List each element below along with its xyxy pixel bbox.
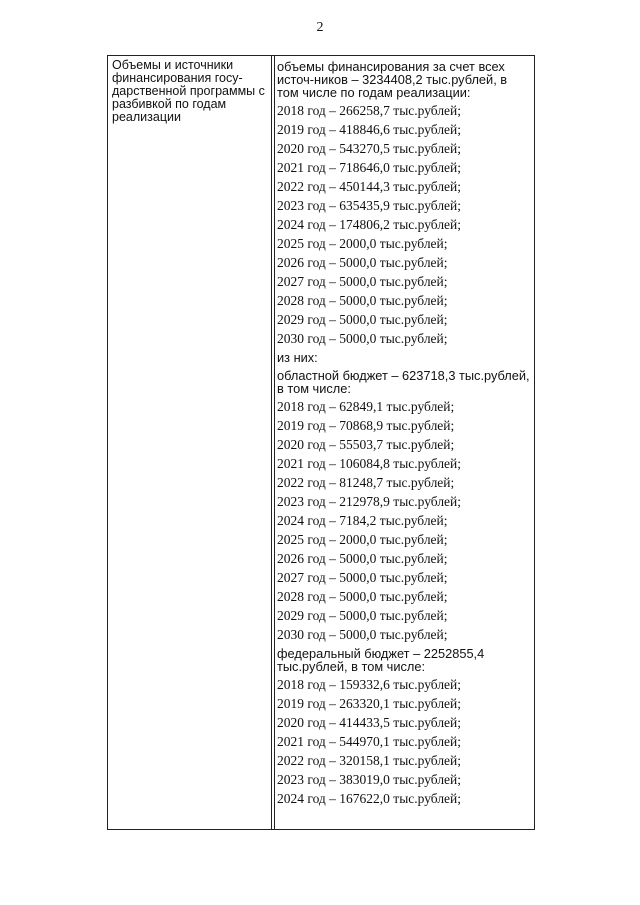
regional-year-2026: 2026 год – 5000,0 тыс.рублей; [277, 551, 448, 566]
total-year-2020: 2020 год – 543270,5 тыс.рублей; [277, 141, 462, 156]
regional-year-2029: 2029 год – 5000,0 тыс.рублей; [277, 608, 448, 623]
regional-year-2021: 2021 год – 106084,8 тыс.рублей; [277, 456, 462, 471]
column-divider-inner [274, 56, 275, 829]
federal-budget-years [277, 676, 532, 809]
total-year-2021: 2021 год – 718646,0 тыс.рублей; [277, 160, 462, 175]
regional-year-2027: 2027 год – 5000,0 тыс.рублей; [277, 570, 448, 585]
total-year-2022: 2022 год – 450144,3 тыс.рублей; [277, 179, 462, 194]
regional-year-2019: 2019 год – 70868,9 тыс.рублей; [277, 418, 455, 433]
total-year-2025: 2025 год – 2000,0 тыс.рублей; [277, 236, 448, 251]
federal-year-2019: 2019 год – 263320,1 тыс.рублей; [277, 696, 462, 711]
funding-sources-label: Объемы и источники финансирования госу-дарственной программы с разбивкой по годам реализации [112, 58, 265, 124]
total-year-2027: 2027 год – 5000,0 тыс.рублей; [277, 274, 448, 289]
of-them-label: из них: [277, 350, 318, 365]
federal-budget-intro: федеральный бюджет – 2252855,4 тыс.рублей, в том числе: [277, 646, 485, 674]
total-year-2019: 2019 год – 418846,6 тыс.рублей; [277, 122, 462, 137]
total-year-2030: 2030 год – 5000,0 тыс.рублей; [277, 331, 448, 346]
regional-year-2018: 2018 год – 62849,1 тыс.рублей; [277, 399, 455, 414]
total-year-2018: 2018 год – 266258,7 тыс.рублей; [277, 103, 462, 118]
regional-year-2020: 2020 год – 55503,7 тыс.рублей; [277, 437, 455, 452]
total-year-2026: 2026 год – 5000,0 тыс.рублей; [277, 255, 448, 270]
page-number: 2 [316, 20, 324, 35]
regional-budget-years [277, 398, 532, 645]
regional-year-2025: 2025 год – 2000,0 тыс.рублей; [277, 532, 448, 547]
total-year-2029: 2029 год – 5000,0 тыс.рублей; [277, 312, 448, 327]
federal-year-2018: 2018 год – 159332,6 тыс.рублей; [277, 677, 462, 692]
regional-year-2022: 2022 год – 81248,7 тыс.рублей; [277, 475, 455, 490]
column-divider [271, 56, 272, 829]
regional-year-2028: 2028 год – 5000,0 тыс.рублей; [277, 589, 448, 604]
regional-year-2030: 2030 год – 5000,0 тыс.рублей; [277, 627, 448, 642]
total-funding-intro: объемы финансирования за счет всех источ-ников – 3234408,2 тыс.рублей, в том числе по годам реализации: [277, 59, 508, 100]
regional-year-2023: 2023 год – 212978,9 тыс.рублей; [277, 494, 462, 509]
regional-year-2024: 2024 год – 7184,2 тыс.рублей; [277, 513, 448, 528]
program-passport-table [107, 55, 535, 830]
total-year-2023: 2023 год – 635435,9 тыс.рублей; [277, 198, 462, 213]
federal-year-2022: 2022 год – 320158,1 тыс.рублей; [277, 753, 462, 768]
total-year-2024: 2024 год – 174806,2 тыс.рублей; [277, 217, 462, 232]
federal-year-2020: 2020 год – 414433,5 тыс.рублей; [277, 715, 462, 730]
federal-year-2024: 2024 год – 167622,0 тыс.рублей; [277, 791, 462, 806]
total-funding-years [277, 102, 532, 349]
federal-year-2021: 2021 год – 544970,1 тыс.рублей; [277, 734, 462, 749]
regional-budget-intro: областной бюджет – 623718,3 тыс.рублей, в том числе: [277, 368, 530, 396]
federal-year-2023: 2023 год – 383019,0 тыс.рублей; [277, 772, 462, 787]
total-year-2028: 2028 год – 5000,0 тыс.рублей; [277, 293, 448, 308]
funding-details [277, 58, 532, 809]
